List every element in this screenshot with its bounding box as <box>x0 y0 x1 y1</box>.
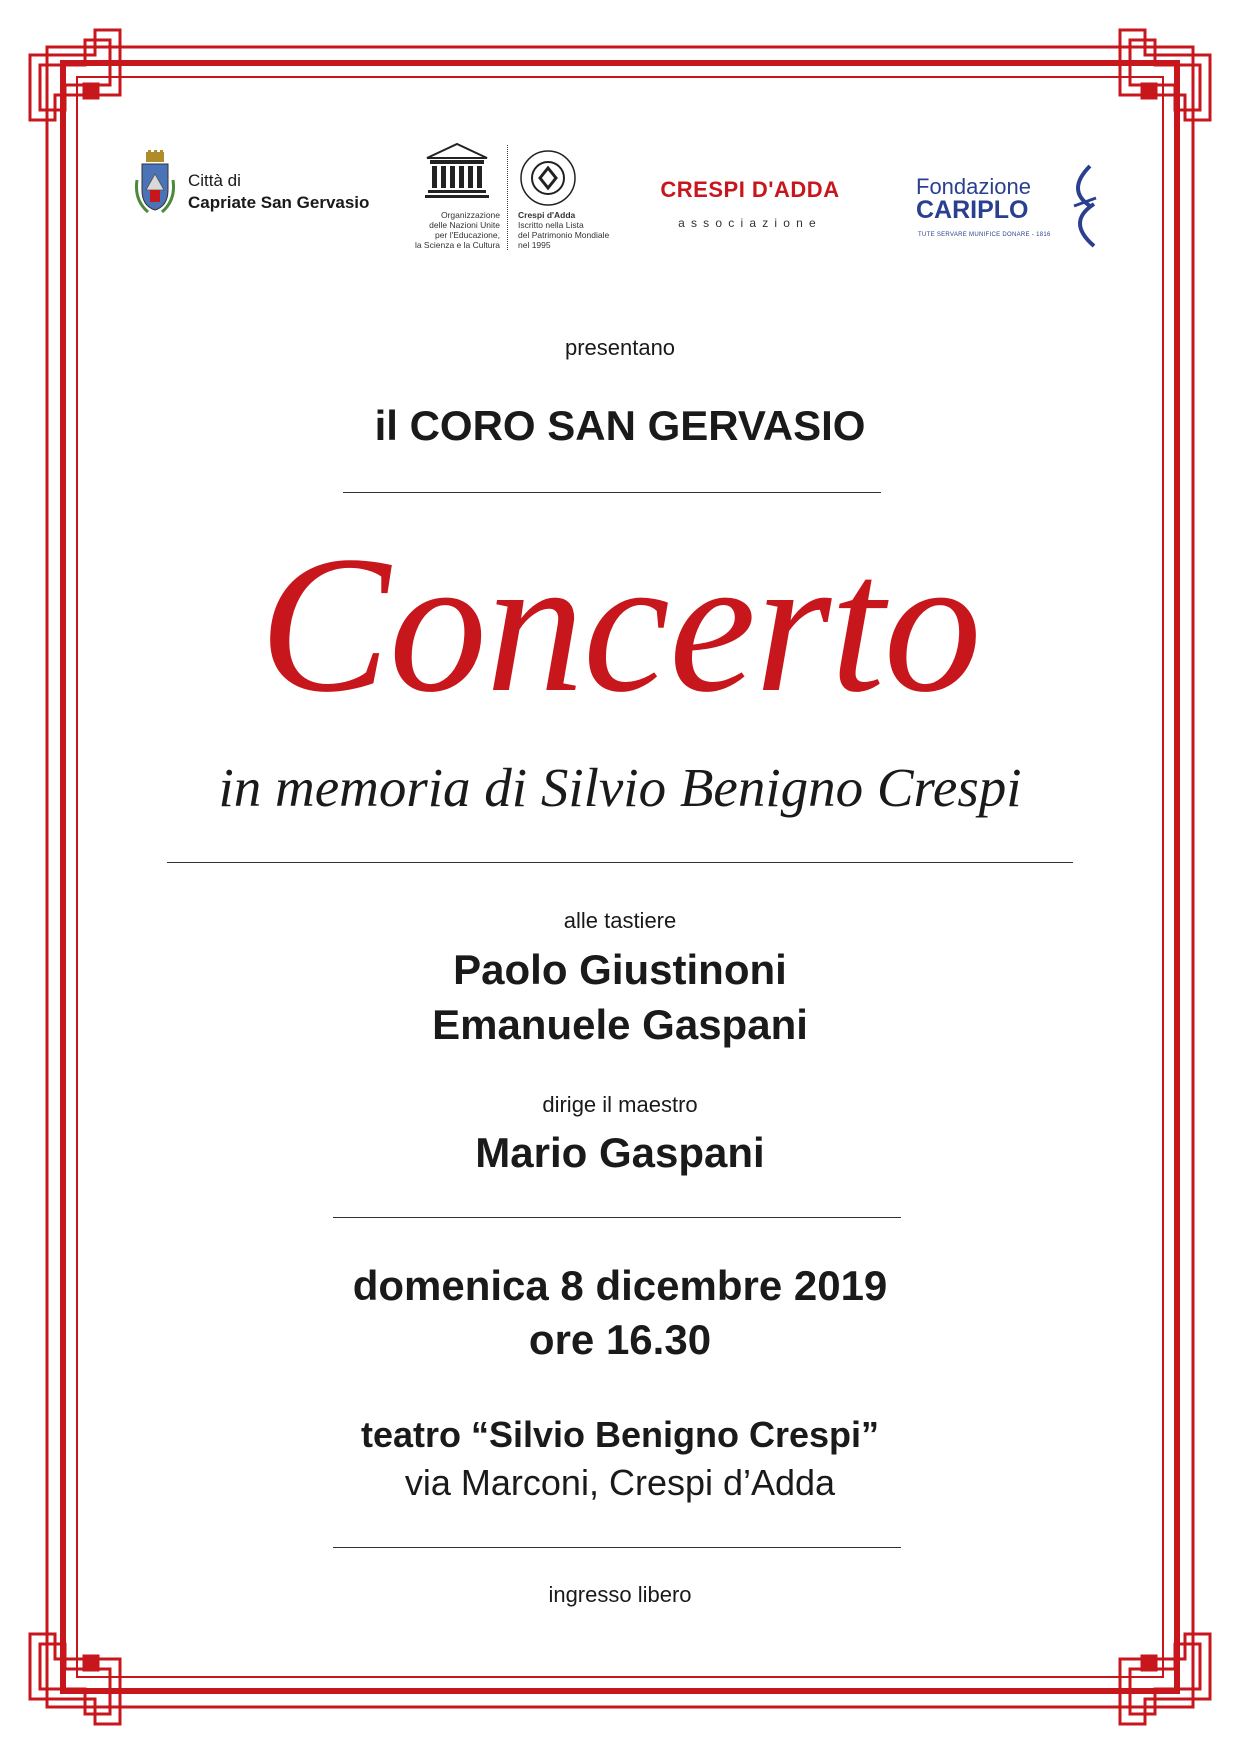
world-heritage-icon <box>518 148 578 208</box>
divider <box>333 1217 901 1218</box>
cariplo-mark-icon <box>1060 160 1100 250</box>
venue-name: teatro “Silvio Benigno Crespi” <box>360 1414 880 1455</box>
crespi-logo-sub: associazione <box>678 216 822 230</box>
venue-address: via Marconi, Crespi d’Adda <box>404 1462 836 1503</box>
keyboardist-2: Emanuele Gaspani <box>432 1001 808 1048</box>
city-line1: Città di <box>188 171 241 190</box>
presents-text: presentano <box>564 335 676 360</box>
page-title: Concerto <box>259 516 981 733</box>
crespi-association-logo <box>640 164 860 230</box>
event-date: domenica 8 dicembre 2019 <box>352 1262 888 1309</box>
city-logo <box>134 150 394 220</box>
cariplo-line1: Fondazione <box>916 174 1031 199</box>
entry-info: ingresso libero <box>548 1582 692 1607</box>
unesco-separator <box>507 145 508 250</box>
city-line2: Capriate San Gervasio <box>188 193 370 212</box>
heritage-caption: Crespi d'Adda Iscritto nella Lista del Patrimonio Mondiale nel 1995 <box>518 210 610 250</box>
unesco-caption: Organizzazione delle Nazioni Unite per l'Educazione, la Scienza e la Cultura <box>414 210 500 250</box>
sponsor-logos <box>0 140 1240 270</box>
divider <box>167 862 1073 863</box>
divider <box>343 492 881 493</box>
cariplo-logo <box>904 150 1104 250</box>
cariplo-motto: TUTE SERVARE MUNIFICE DONARE - 1816 <box>918 232 1051 238</box>
conductor-name: Mario Gaspani <box>475 1129 765 1176</box>
crespi-logo-name: CRESPI D'ADDA <box>660 177 840 202</box>
subtitle: in memoria di Silvio Benigno Crespi <box>218 757 1022 818</box>
unesco-logo <box>400 140 630 255</box>
keyboards-label: alle tastiere <box>563 908 677 933</box>
choir-name: il CORO SAN GERVASIO <box>374 402 866 449</box>
unesco-temple-icon <box>422 140 492 200</box>
event-time: ore 16.30 <box>528 1316 712 1363</box>
keyboardist-1: Paolo Giustinoni <box>453 946 787 993</box>
conductor-label: dirige il maestro <box>542 1092 698 1117</box>
divider <box>333 1547 901 1548</box>
crest-icon <box>134 150 176 216</box>
cariplo-line2: CARIPLO <box>916 196 1029 224</box>
